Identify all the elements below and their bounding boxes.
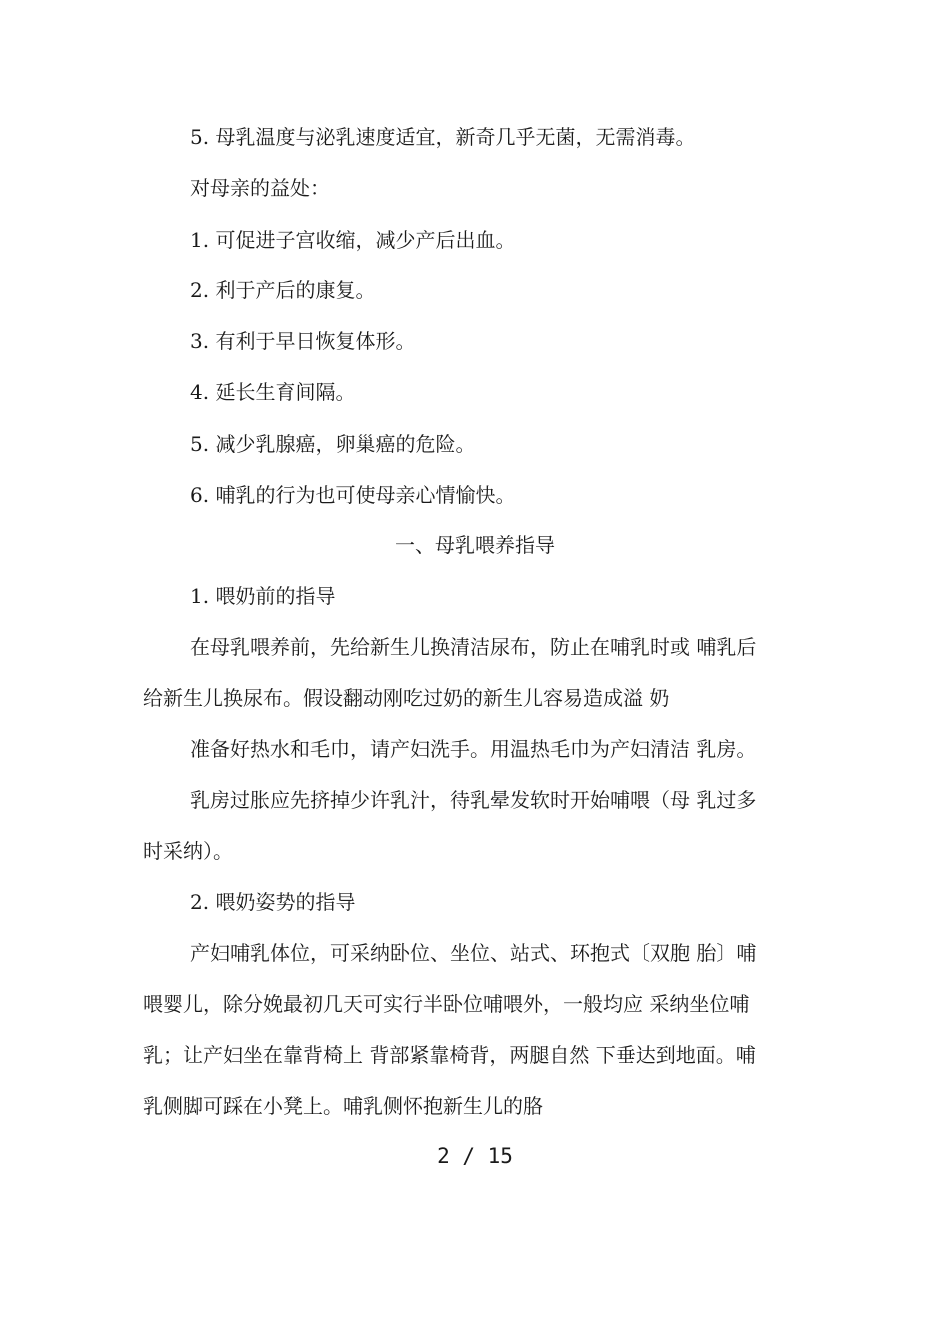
page-number: 2 / 15	[437, 1144, 513, 1168]
paragraph-line: 对母亲的益处：	[190, 176, 330, 200]
paragraph-line: 5. 母乳温度与泌乳速度适宜，新奇几乎无菌，无需消毒。	[190, 125, 696, 149]
list-item: 1. 可促进子宫收缩，减少产后出血。	[190, 228, 516, 252]
list-item: 5. 减少乳腺癌，卵巢癌的危险。	[190, 432, 476, 456]
list-item: 4. 延长生育间隔。	[190, 380, 356, 404]
subsection-heading: 1. 喂奶前的指导	[190, 584, 336, 608]
list-item: 2. 利于产后的康复。	[190, 278, 376, 302]
paragraph-line: 乳侧脚可踩在小凳上。哺乳侧怀抱新生儿的胳	[143, 1094, 543, 1118]
paragraph-line: 产妇哺乳体位，可采纳卧位、坐位、站式、环抱式〔双胞 胎〕哺	[190, 941, 757, 965]
section-heading: 一、母乳喂养指导	[395, 533, 555, 557]
list-item: 3. 有利于早日恢复体形。	[190, 329, 416, 353]
paragraph-line: 乳房过胀应先挤掉少许乳汁，待乳晕发软时开始哺喂（母 乳过多	[190, 788, 757, 812]
paragraph-line: 给新生儿换尿布。假设翻动刚吃过奶的新生儿容易造成溢 奶	[143, 686, 670, 710]
paragraph-line: 乳；让产妇坐在靠背椅上 背部紧靠椅背，两腿自然 下垂达到地面。哺	[143, 1043, 756, 1067]
paragraph-line: 喂婴儿，除分娩最初几天可实行半卧位哺喂外，一般均应 采纳坐位哺	[143, 992, 750, 1016]
list-item: 6. 哺乳的行为也可使母亲心情愉快。	[190, 483, 516, 507]
paragraph-line: 准备好热水和毛巾，请产妇洗手。用温热毛巾为产妇清洁 乳房。	[190, 737, 757, 761]
paragraph-line: 在母乳喂养前，先给新生儿换清洁尿布，防止在哺乳时或 哺乳后	[190, 635, 757, 659]
subsection-heading: 2. 喂奶姿势的指导	[190, 890, 356, 914]
paragraph-line: 时采纳）。	[143, 839, 233, 863]
